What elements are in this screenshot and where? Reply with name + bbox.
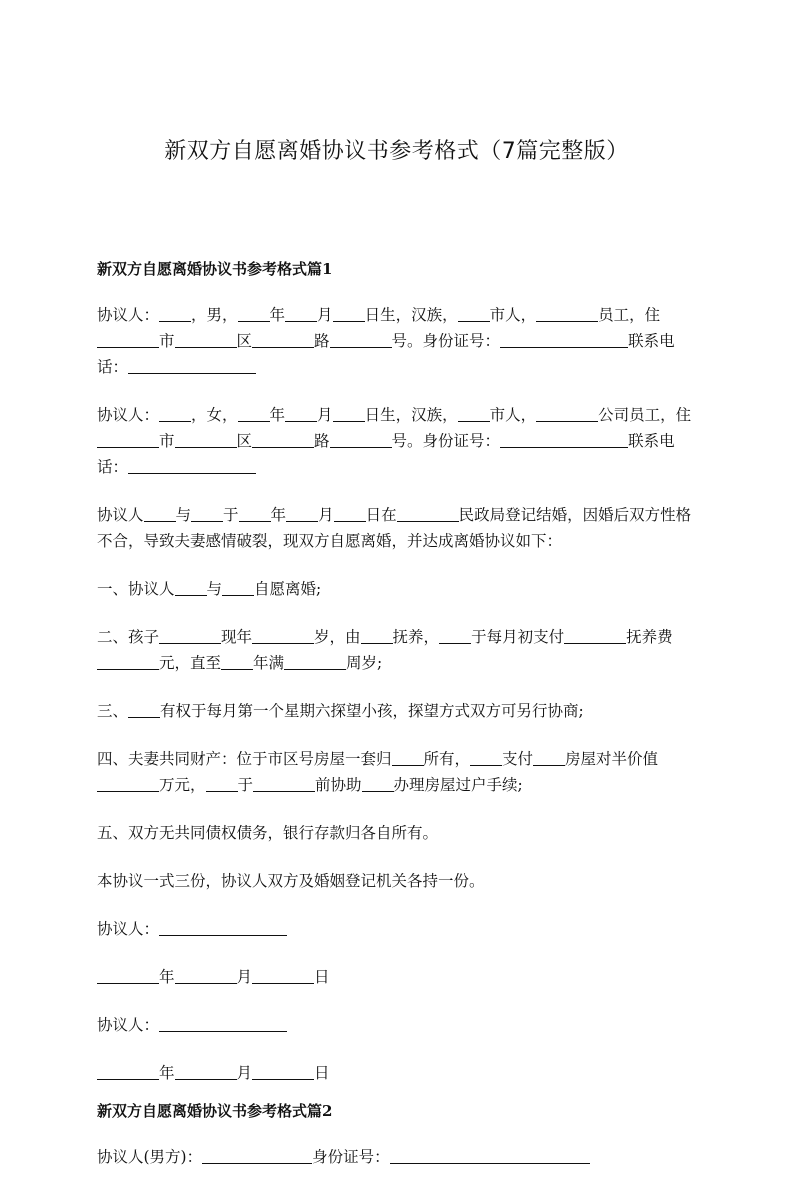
text: 抚养费 — [626, 628, 673, 646]
text: 办理房屋过户手续; — [393, 776, 523, 794]
text: 员工，住 — [598, 306, 661, 324]
blank — [206, 775, 238, 792]
text: 抚养， — [392, 628, 440, 646]
blank — [252, 1063, 314, 1080]
text: 所有， — [423, 750, 471, 768]
text: 区 — [236, 432, 253, 450]
blank — [239, 505, 271, 522]
signature-blank — [159, 919, 287, 936]
text: 协议人(男方)： — [97, 1148, 203, 1166]
text: 身份证号： — [312, 1148, 390, 1166]
document-body — [97, 258, 697, 1192]
blank — [238, 305, 270, 322]
blank — [284, 653, 346, 670]
blank — [202, 1147, 312, 1164]
blank — [159, 305, 191, 322]
text: 现年 — [221, 628, 253, 646]
text: 有权于每月第一个星期六探望小孩，探望方式双方可另行协商; — [160, 702, 584, 720]
text: 月 — [317, 306, 333, 324]
text: 年满 — [253, 654, 285, 672]
section-2-heading: 新双方自愿离婚协议书参考格式篇2 — [97, 1102, 333, 1120]
text: 市 — [159, 332, 175, 350]
text: 协议人： — [97, 306, 160, 324]
clause-1 — [97, 576, 697, 602]
text: 前协助 — [315, 776, 362, 794]
text: 万元， — [159, 776, 206, 794]
text: 与 — [175, 506, 192, 524]
text: 市 — [159, 432, 175, 450]
blank — [333, 305, 365, 322]
text: 市人， — [489, 306, 537, 324]
blank — [222, 579, 254, 596]
blank — [390, 1147, 590, 1164]
text: ，女， — [191, 406, 238, 424]
blank — [97, 431, 159, 448]
blank — [334, 505, 366, 522]
blank — [97, 331, 159, 348]
blank — [144, 505, 176, 522]
text: 周岁; — [346, 654, 383, 672]
text: 日生，汉族， — [364, 406, 458, 424]
blank — [392, 749, 424, 766]
blank — [221, 653, 253, 670]
text: 联系电话： — [97, 432, 675, 476]
female-party-paragraph — [97, 402, 697, 480]
text: 年 — [269, 406, 286, 424]
blank — [252, 431, 314, 448]
text: 年 — [159, 968, 175, 986]
blank — [361, 627, 393, 644]
text: 一、协议人 — [97, 580, 175, 598]
marriage-paragraph — [97, 502, 697, 554]
text: 月 — [236, 1064, 253, 1082]
blank — [285, 405, 317, 422]
text: 协议人： — [97, 1016, 160, 1034]
blank — [128, 701, 160, 718]
blank — [97, 1063, 159, 1080]
text: 于 — [223, 506, 239, 524]
blank — [500, 331, 628, 348]
blank — [97, 775, 159, 792]
blank — [285, 305, 317, 322]
blank — [97, 653, 159, 670]
blank — [458, 405, 490, 422]
text: 三、 — [97, 702, 129, 720]
text: 公司员工，住 — [598, 406, 692, 424]
blank — [175, 331, 237, 348]
blank — [159, 627, 221, 644]
blank — [252, 627, 314, 644]
section-1-heading: 新双方自愿离婚协议书参考格式篇1 — [97, 260, 333, 278]
signature-blank — [159, 1015, 287, 1032]
text: 年 — [269, 306, 286, 324]
text: 自愿离婚; — [254, 580, 322, 598]
blank — [238, 405, 270, 422]
blank — [175, 1063, 237, 1080]
blank — [397, 505, 459, 522]
text: 于每月初支付 — [471, 628, 565, 646]
text: 支付 — [502, 750, 534, 768]
blank — [333, 405, 365, 422]
text: 月 — [317, 406, 333, 424]
text: 年 — [159, 1064, 175, 1082]
text: 路 — [314, 432, 330, 450]
text: 联系电话： — [97, 332, 675, 376]
text: 日生，汉族， — [364, 306, 458, 324]
text: 日 — [314, 968, 330, 986]
text: 年 — [270, 506, 287, 524]
date-line-2 — [97, 1060, 697, 1086]
text: 区 — [236, 332, 253, 350]
blank — [175, 431, 237, 448]
text: 于 — [237, 776, 254, 794]
blank — [159, 405, 191, 422]
s2-male-line — [97, 1144, 697, 1170]
text: 号。身份证号： — [391, 432, 501, 450]
text: 协议人： — [97, 406, 160, 424]
text: 月 — [318, 506, 334, 524]
blank — [330, 331, 392, 348]
signature-line-2 — [97, 1012, 697, 1038]
blank — [286, 505, 318, 522]
clause-5: 五、双方无共同债权债务，银行存款归各自所有。 — [97, 824, 439, 842]
clause-2 — [97, 624, 697, 676]
text: 日在 — [365, 506, 397, 524]
male-party-paragraph — [97, 302, 697, 380]
blank — [175, 579, 207, 596]
blank — [97, 967, 159, 984]
blank — [175, 967, 237, 984]
text: 四、夫妻共同财产：位于市区号房屋一套归 — [97, 750, 392, 768]
signature-line-1 — [97, 916, 697, 942]
text: 与 — [206, 580, 223, 598]
blank — [458, 305, 490, 322]
clause-4 — [97, 746, 697, 798]
blank — [362, 775, 394, 792]
blank — [500, 431, 628, 448]
text: 岁，由 — [314, 628, 361, 646]
text: 协议人： — [97, 920, 160, 938]
blank — [536, 305, 598, 322]
blank — [536, 405, 598, 422]
blank — [439, 627, 471, 644]
blank — [564, 627, 626, 644]
blank — [470, 749, 502, 766]
blank — [128, 357, 256, 374]
blank — [533, 749, 565, 766]
text: 协议人 — [97, 506, 144, 524]
copies-statement: 本协议一式三份，协议人双方及婚姻登记机关各持一份。 — [97, 872, 485, 890]
text: 月 — [236, 968, 253, 986]
blank — [253, 775, 315, 792]
text: 路 — [314, 332, 330, 350]
text: 号。身份证号： — [391, 332, 501, 350]
text: 元，直至 — [159, 654, 222, 672]
blank — [191, 505, 223, 522]
text: ，男， — [191, 306, 238, 324]
text: 日 — [314, 1064, 330, 1082]
blank — [252, 331, 314, 348]
text: 市人， — [489, 406, 537, 424]
text: 房屋对半价值 — [565, 750, 659, 768]
text: 民政局登记结婚，因婚后双方性格不合，导致夫妻感情破裂，现双方自愿离婚，并达成离婚协议如下： — [97, 506, 692, 550]
clause-3 — [97, 698, 697, 724]
date-line-1 — [97, 964, 697, 990]
document-title: 新双方自愿离婚协议书参考格式（7篇完整版） — [164, 139, 629, 164]
blank — [128, 457, 256, 474]
text: 二、孩子 — [97, 628, 160, 646]
blank — [252, 967, 314, 984]
blank — [330, 431, 392, 448]
